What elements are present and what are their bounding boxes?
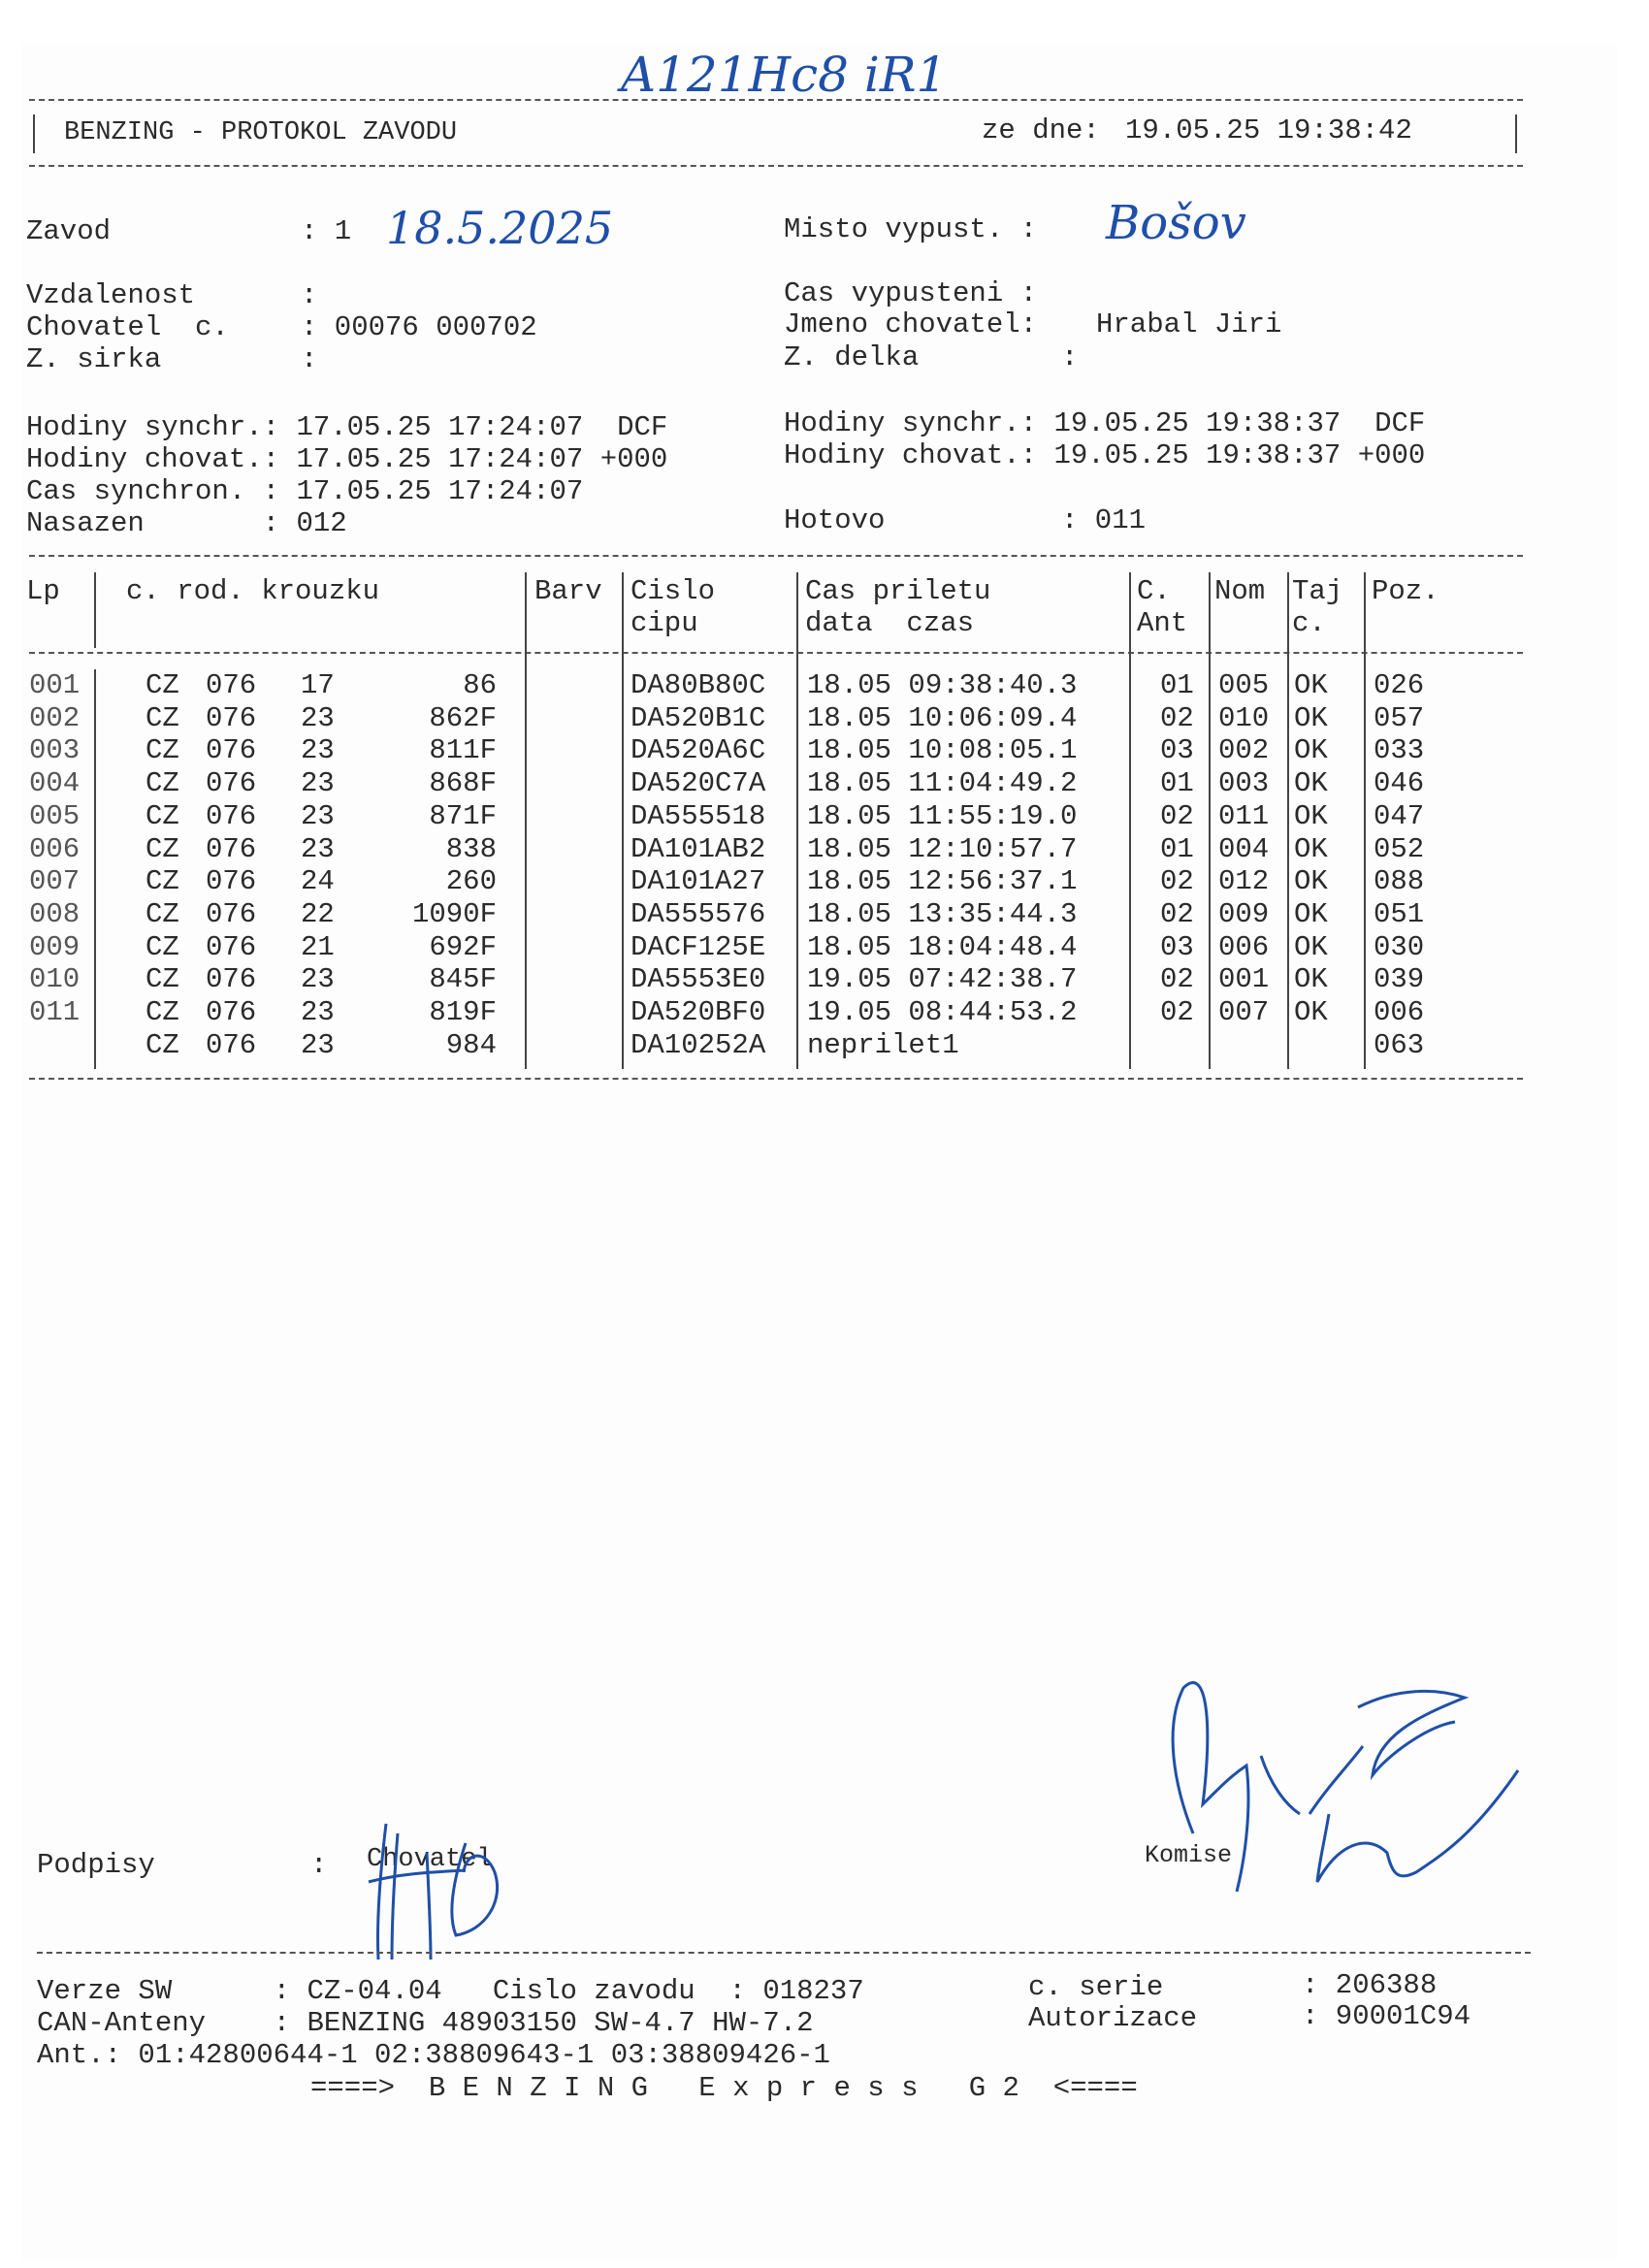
cell-country: CZ xyxy=(146,734,179,767)
hotovo-value: : 011 xyxy=(1061,504,1147,536)
header-date-value: 19.05.25 19:38:42 xyxy=(1125,114,1412,146)
komise-signature xyxy=(1154,1669,1542,1921)
th-taj: Taj xyxy=(1292,575,1343,607)
cell-lp: 006 xyxy=(29,832,81,865)
cell-lp: 002 xyxy=(29,701,81,734)
cell-year: 21 xyxy=(301,930,335,963)
th-ant: Ant xyxy=(1137,607,1188,639)
footer-line2-c: : 90001C94 xyxy=(1302,2000,1471,2032)
footer-line2-b: Autorizace xyxy=(1028,2002,1198,2034)
cell-taj: OK xyxy=(1294,734,1328,767)
cell-country: CZ xyxy=(146,669,179,701)
cell-taj: OK xyxy=(1294,767,1328,800)
cell-org: 076 xyxy=(206,897,257,930)
cell-country: CZ xyxy=(146,767,179,800)
header-date-label: ze dne: xyxy=(982,114,1100,146)
footer-line4: ====> B E N Z I N G E x p r e s s G 2 <==== xyxy=(310,2072,1138,2104)
cell-country: CZ xyxy=(146,930,179,963)
cell-org: 076 xyxy=(206,767,257,800)
cell-country: CZ xyxy=(146,865,179,898)
cell-nom: 009 xyxy=(1218,897,1270,930)
cell-poz: 033 xyxy=(1374,734,1425,767)
header-right-border xyxy=(1515,114,1517,153)
th-data-czas: data czas xyxy=(805,607,975,639)
cell-ant: 02 xyxy=(1160,799,1194,832)
cell-year: 24 xyxy=(301,865,335,898)
cell-country: CZ xyxy=(146,799,179,832)
cell-taj: OK xyxy=(1294,669,1328,701)
cell-country: CZ xyxy=(146,897,179,930)
cell-year: 23 xyxy=(301,701,335,734)
cell-time: 18.05 12:10:57.7 xyxy=(807,832,1078,865)
footer-line1-c: : 206388 xyxy=(1302,1969,1438,2001)
cell-year: 22 xyxy=(301,897,335,930)
cell-ant: 02 xyxy=(1160,865,1194,898)
zavod-label: Zavod xyxy=(26,215,112,247)
cell-chip: DA80B80C xyxy=(630,669,766,701)
cell-ring: 845F xyxy=(429,963,497,996)
jmeno-chovatel-value: Hrabal Jiri xyxy=(1096,308,1282,340)
cell-ring: 86 xyxy=(463,669,497,701)
th-cislo: Cislo xyxy=(630,575,716,607)
cell-ant: 02 xyxy=(1160,701,1194,734)
table-row xyxy=(0,1029,1552,1062)
cell-org: 076 xyxy=(206,996,257,1028)
header-title: BENZING - PROTOKOL ZAVODU xyxy=(64,118,458,147)
cell-time: 18.05 18:04:48.4 xyxy=(807,930,1078,963)
th-poz: Poz. xyxy=(1372,575,1439,607)
header-top-rule xyxy=(29,99,1523,101)
cell-chip: DA520B1C xyxy=(630,701,766,734)
cell-taj: OK xyxy=(1294,930,1328,963)
sync-left-3: Cas synchron. : 17.05.25 17:24:07 xyxy=(26,475,584,507)
cell-time: 18.05 11:04:49.2 xyxy=(807,767,1078,800)
footer-line1-b: c. serie xyxy=(1028,1971,1164,2003)
cell-poz: 088 xyxy=(1374,865,1425,898)
table-row xyxy=(0,931,1552,964)
cell-chip: DA555576 xyxy=(630,897,766,930)
cell-lp: 003 xyxy=(29,734,81,767)
cell-ant: 01 xyxy=(1160,832,1194,865)
cell-chip: DA520C7A xyxy=(630,767,766,800)
cell-poz: 046 xyxy=(1374,767,1425,800)
cell-poz: 051 xyxy=(1374,897,1425,930)
cell-org: 076 xyxy=(206,669,257,701)
table-row xyxy=(0,702,1552,735)
cell-org: 076 xyxy=(206,832,257,865)
cell-year: 23 xyxy=(301,799,335,832)
th-cipu: cipu xyxy=(630,607,698,639)
cell-taj: OK xyxy=(1294,996,1328,1028)
cell-nom: 004 xyxy=(1218,832,1270,865)
chovatel-signature-label: Chovatel xyxy=(367,1845,493,1874)
cell-time: 18.05 13:35:44.3 xyxy=(807,897,1078,930)
th-nom: Nom xyxy=(1214,575,1266,607)
cell-lp: 004 xyxy=(29,767,81,800)
cell-ant: 03 xyxy=(1160,734,1194,767)
cell-poz: 030 xyxy=(1374,930,1425,963)
hotovo-label: Hotovo xyxy=(784,504,886,536)
table-row xyxy=(0,996,1552,1029)
cell-chip: DA10252A xyxy=(630,1028,766,1061)
cell-ring: 868F xyxy=(429,767,497,800)
nasazen: Nasazen : 012 xyxy=(26,507,347,539)
cell-ring: 692F xyxy=(429,930,497,963)
cell-ant: 02 xyxy=(1160,963,1194,996)
cell-org: 076 xyxy=(206,1028,257,1061)
cell-chip: DA520BF0 xyxy=(630,996,766,1028)
cell-poz: 057 xyxy=(1374,701,1425,734)
zavod-value: : 1 xyxy=(301,215,352,247)
cell-chip: DA5553E0 xyxy=(630,963,766,996)
cell-year: 23 xyxy=(301,996,335,1028)
cell-org: 076 xyxy=(206,865,257,898)
cell-ring: 811F xyxy=(429,734,497,767)
sync-left-1: Hodiny synchr.: 17.05.25 17:24:07 DCF xyxy=(26,411,668,443)
cell-ant: 02 xyxy=(1160,996,1194,1028)
cell-year: 17 xyxy=(301,669,335,701)
col-sep-lp xyxy=(94,572,96,648)
chovatel-signature xyxy=(359,1814,534,1969)
sirka-value: : xyxy=(301,343,318,375)
cell-nom: 003 xyxy=(1218,767,1270,800)
cell-ant: 03 xyxy=(1160,930,1194,963)
sync-right-2: Hodiny chovat.: 19.05.25 19:38:37 +000 xyxy=(784,439,1426,471)
cell-chip: DA101AB2 xyxy=(630,832,766,865)
cell-poz: 063 xyxy=(1374,1028,1425,1061)
table-row xyxy=(0,963,1552,996)
cell-time: 18.05 12:56:37.1 xyxy=(807,865,1078,898)
podpisy-colon: : xyxy=(310,1849,328,1881)
cell-time: 18.05 10:06:09.4 xyxy=(807,701,1078,734)
vzdalenost-value: : xyxy=(301,279,318,311)
chovatel-value: : 00076 000702 xyxy=(301,311,537,343)
cell-year: 23 xyxy=(301,767,335,800)
cell-org: 076 xyxy=(206,701,257,734)
cell-year: 23 xyxy=(301,734,335,767)
cell-lp: 007 xyxy=(29,865,81,898)
komise-signature-label: Komise xyxy=(1145,1841,1233,1869)
cell-lp: 009 xyxy=(29,930,81,963)
cas-vypusteni-label: Cas vypusteni : xyxy=(784,277,1038,309)
cell-ring: 862F xyxy=(429,701,497,734)
th-taj-c: c. xyxy=(1292,607,1326,639)
cell-poz: 006 xyxy=(1374,996,1425,1028)
sync-left-2: Hodiny chovat.: 17.05.25 17:24:07 +000 xyxy=(26,443,668,475)
cell-nom: 006 xyxy=(1218,930,1270,963)
th-ring: c. rod. krouzku xyxy=(126,575,380,607)
cell-time: 19.05 08:44:53.2 xyxy=(807,996,1078,1028)
cell-year: 23 xyxy=(301,963,335,996)
vzdalenost-label: Vzdalenost xyxy=(26,279,196,311)
cell-chip: DA520A6C xyxy=(630,734,766,767)
th-barv: Barv xyxy=(534,575,602,607)
cell-poz: 039 xyxy=(1374,963,1425,996)
cell-country: CZ xyxy=(146,963,179,996)
cell-lp: 010 xyxy=(29,963,81,996)
handwritten-top-code: A121Hc8 iR1 xyxy=(621,47,948,103)
cell-org: 076 xyxy=(206,963,257,996)
cell-time: 18.05 11:55:19.0 xyxy=(807,799,1078,832)
table-bottom-rule xyxy=(29,1078,1523,1080)
sirka-label: Z. sirka xyxy=(26,343,162,375)
cell-year: 23 xyxy=(301,1028,335,1061)
cell-country: CZ xyxy=(146,996,179,1028)
cell-ring: 871F xyxy=(429,799,497,832)
cell-poz: 026 xyxy=(1374,669,1425,701)
cell-org: 076 xyxy=(206,734,257,767)
handwritten-race-date: 18.5.2025 xyxy=(386,202,614,254)
table-row xyxy=(0,865,1552,898)
cell-lp: 001 xyxy=(29,669,81,701)
cell-ring: 1090F xyxy=(411,897,497,930)
cell-ring: 838 xyxy=(445,832,497,865)
table-row xyxy=(0,800,1552,833)
cell-country: CZ xyxy=(146,1028,179,1061)
cell-chip: DA101A27 xyxy=(630,865,766,898)
table-top-rule xyxy=(29,555,1523,557)
cell-taj: OK xyxy=(1294,832,1328,865)
cell-taj: OK xyxy=(1294,897,1328,930)
cell-nom: 012 xyxy=(1218,865,1270,898)
table-row xyxy=(0,734,1552,767)
cell-org: 076 xyxy=(206,930,257,963)
delka-label: Z. delka xyxy=(784,341,920,373)
cell-poz: 052 xyxy=(1374,832,1425,865)
footer-line3: Ant.: 01:42800644-1 02:38809643-1 03:38809426-1 xyxy=(37,2039,830,2071)
cell-year: 23 xyxy=(301,832,335,865)
table-row xyxy=(0,898,1552,931)
cell-nom: 010 xyxy=(1218,701,1270,734)
cell-nom: 001 xyxy=(1218,963,1270,996)
table-row xyxy=(0,669,1552,702)
cell-time: 19.05 07:42:38.7 xyxy=(807,963,1078,996)
cell-chip: DACF125E xyxy=(630,930,766,963)
cell-taj: OK xyxy=(1294,799,1328,832)
cell-country: CZ xyxy=(146,701,179,734)
cell-nom: 011 xyxy=(1218,799,1270,832)
cell-time: neprilet1 xyxy=(807,1028,959,1061)
table-header-rule xyxy=(29,652,1523,654)
cell-lp: 005 xyxy=(29,799,81,832)
cell-poz: 047 xyxy=(1374,799,1425,832)
th-lp: Lp xyxy=(26,575,60,607)
handwritten-release-place: Bošov xyxy=(1106,196,1246,250)
table-row xyxy=(0,833,1552,866)
header-left-border xyxy=(33,114,35,153)
cell-lp: 008 xyxy=(29,897,81,930)
cell-ring: 260 xyxy=(445,865,497,898)
cell-country: CZ xyxy=(146,832,179,865)
cell-taj: OK xyxy=(1294,865,1328,898)
footer-line2-a: CAN-Anteny : BENZING 48903150 SW-4.7 HW-7.2 xyxy=(37,2007,814,2039)
cell-org: 076 xyxy=(206,799,257,832)
delka-value: : xyxy=(1061,341,1079,373)
cell-time: 18.05 10:08:05.1 xyxy=(807,734,1078,767)
jmeno-chovatel-label: Jmeno chovatel: xyxy=(784,308,1038,340)
cell-ring: 984 xyxy=(445,1028,497,1061)
protocol-page xyxy=(21,44,1617,2260)
footer-line1-a: Verze SW : CZ-04.04 Cislo zavodu : 018237 xyxy=(37,1975,864,2007)
cell-ant: 01 xyxy=(1160,767,1194,800)
misto-vypust-label: Misto vypust. : xyxy=(784,213,1038,245)
sync-right-1: Hodiny synchr.: 19.05.25 19:38:37 DCF xyxy=(784,407,1426,439)
footer-rule xyxy=(37,1952,1531,1954)
cell-ant: 02 xyxy=(1160,897,1194,930)
cell-ring: 819F xyxy=(429,996,497,1028)
cell-taj: OK xyxy=(1294,963,1328,996)
cell-nom: 007 xyxy=(1218,996,1270,1028)
chovatel-label: Chovatel c. xyxy=(26,311,229,343)
th-cas: Cas priletu xyxy=(805,575,991,607)
podpisy-label: Podpisy xyxy=(37,1849,155,1881)
cell-lp: 011 xyxy=(29,996,81,1028)
header-bottom-rule xyxy=(29,165,1523,167)
cell-chip: DA555518 xyxy=(630,799,766,832)
cell-time: 18.05 09:38:40.3 xyxy=(807,669,1078,701)
th-c: C. xyxy=(1137,575,1171,607)
cell-ant: 01 xyxy=(1160,669,1194,701)
table-row xyxy=(0,767,1552,800)
cell-taj: OK xyxy=(1294,701,1328,734)
cell-nom: 002 xyxy=(1218,734,1270,767)
cell-nom: 005 xyxy=(1218,669,1270,701)
